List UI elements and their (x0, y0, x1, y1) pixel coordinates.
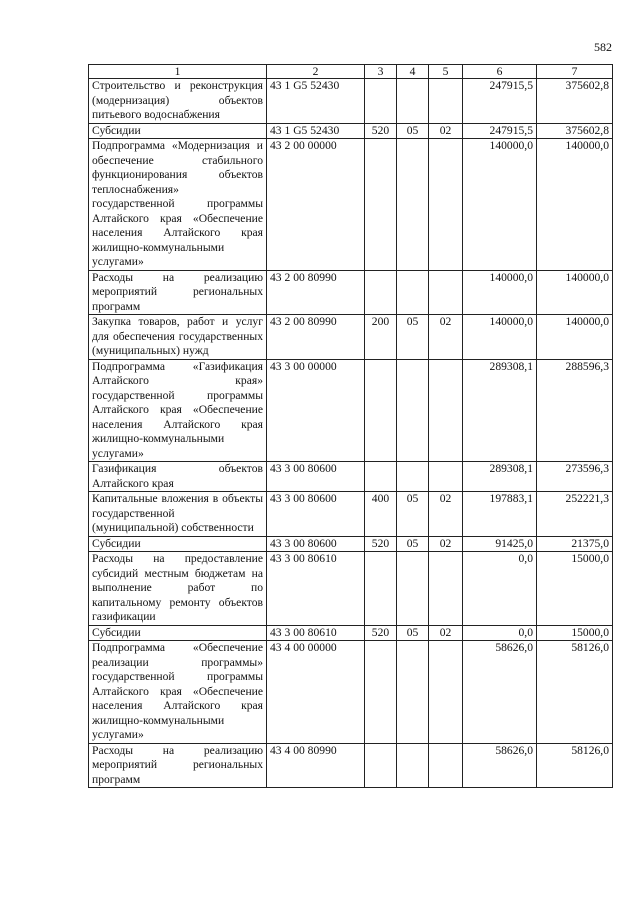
expense-type-code (365, 139, 397, 271)
amount-col7: 140000,0 (537, 270, 613, 315)
column-header-5: 5 (429, 65, 463, 79)
subsection-code (429, 641, 463, 744)
target-article-code: 43 3 00 80600 (267, 492, 365, 537)
column-header-1: 1 (89, 65, 267, 79)
section-code (397, 462, 429, 492)
amount-col7: 15000,0 (537, 625, 613, 641)
expense-type-code (365, 270, 397, 315)
amount-col6: 0,0 (463, 625, 537, 641)
section-code: 05 (397, 492, 429, 537)
amount-col7: 140000,0 (537, 139, 613, 271)
table-row (89, 79, 613, 124)
section-code (397, 139, 429, 271)
target-article-code: 43 1 G5 52430 (267, 79, 365, 124)
expense-type-code: 400 (365, 492, 397, 537)
amount-col6: 197883,1 (463, 492, 537, 537)
subsection-code (429, 743, 463, 788)
target-article-code: 43 1 G5 52430 (267, 123, 365, 139)
section-code (397, 743, 429, 788)
subsection-code (429, 552, 463, 626)
table-row (89, 462, 613, 492)
subsection-code (429, 139, 463, 271)
amount-col7: 140000,0 (537, 315, 613, 360)
table-row (89, 641, 613, 744)
expense-name: Субсидии (89, 536, 267, 552)
column-header-6: 6 (463, 65, 537, 79)
header-row (89, 65, 613, 79)
column-header-3: 3 (365, 65, 397, 79)
budget-table (88, 64, 613, 788)
expense-type-code (365, 552, 397, 626)
expense-type-code: 520 (365, 625, 397, 641)
amount-col6: 247915,5 (463, 123, 537, 139)
expense-type-code (365, 743, 397, 788)
expense-name: Закупка товаров, работ и услуг для обеспечения государственных (муниципальных) нужд (89, 315, 267, 360)
expense-name: Газификация объектов Алтайского края (89, 462, 267, 492)
table-row (89, 359, 613, 462)
section-code: 05 (397, 123, 429, 139)
subsection-code: 02 (429, 315, 463, 360)
target-article-code: 43 3 00 80600 (267, 536, 365, 552)
expense-name: Расходы на реализацию мероприятий региональных программ (89, 743, 267, 788)
amount-col7: 375602,8 (537, 79, 613, 124)
amount-col7: 21375,0 (537, 536, 613, 552)
expense-type-code (365, 79, 397, 124)
target-article-code: 43 3 00 80610 (267, 552, 365, 626)
expense-name: Расходы на реализацию мероприятий региональных программ (89, 270, 267, 315)
expense-type-code: 520 (365, 123, 397, 139)
section-code: 05 (397, 536, 429, 552)
table-row (89, 625, 613, 641)
expense-name: Строительство и реконструкция (модернизация) объектов питьевого водоснабжения (89, 79, 267, 124)
subsection-code: 02 (429, 536, 463, 552)
expense-type-code: 200 (365, 315, 397, 360)
column-header-4: 4 (397, 65, 429, 79)
table-row (89, 123, 613, 139)
amount-col6: 91425,0 (463, 536, 537, 552)
expense-name: Подпрограмма «Модернизация и обеспечение стабильного функционирования объектов теплоснабжения» государственной программы Алтайского края «Обеспечение населения Алтайского края жилищно-коммунальными услугами» (89, 139, 267, 271)
expense-name: Субсидии (89, 625, 267, 641)
expense-name: Подпрограмма «Обеспечение реализации программы» государственной программы Алтайского края «Обеспечение населения Алтайского края жилищно-коммунальными услугами» (89, 641, 267, 744)
expense-type-code (365, 641, 397, 744)
section-code (397, 641, 429, 744)
expense-type-code: 520 (365, 536, 397, 552)
expense-name: Подпрограмма «Газификация Алтайского края» государственной программы Алтайского края «Обеспечение населения Алтайского края жилищно-коммунальными услугами» (89, 359, 267, 462)
section-code (397, 79, 429, 124)
target-article-code: 43 4 00 00000 (267, 641, 365, 744)
subsection-code: 02 (429, 625, 463, 641)
section-code: 05 (397, 315, 429, 360)
section-code (397, 359, 429, 462)
expense-type-code (365, 359, 397, 462)
table-row (89, 270, 613, 315)
table-row (89, 315, 613, 360)
target-article-code: 43 2 00 00000 (267, 139, 365, 271)
amount-col7: 15000,0 (537, 552, 613, 626)
amount-col7: 273596,3 (537, 462, 613, 492)
table-row (89, 743, 613, 788)
table-row (89, 492, 613, 537)
amount-col6: 140000,0 (463, 270, 537, 315)
section-code (397, 552, 429, 626)
subsection-code (429, 462, 463, 492)
amount-col7: 58126,0 (537, 641, 613, 744)
expense-name: Капитальные вложения в объекты государственной (муниципальной) собственности (89, 492, 267, 537)
amount-col6: 140000,0 (463, 139, 537, 271)
amount-col7: 375602,8 (537, 123, 613, 139)
subsection-code (429, 79, 463, 124)
amount-col7: 58126,0 (537, 743, 613, 788)
section-code (397, 270, 429, 315)
amount-col6: 289308,1 (463, 359, 537, 462)
amount-col7: 252221,3 (537, 492, 613, 537)
subsection-code (429, 359, 463, 462)
target-article-code: 43 2 00 80990 (267, 315, 365, 360)
target-article-code: 43 4 00 80990 (267, 743, 365, 788)
target-article-code: 43 3 00 80610 (267, 625, 365, 641)
subsection-code: 02 (429, 492, 463, 537)
section-code: 05 (397, 625, 429, 641)
amount-col6: 58626,0 (463, 641, 537, 744)
subsection-code: 02 (429, 123, 463, 139)
table-row (89, 536, 613, 552)
target-article-code: 43 3 00 00000 (267, 359, 365, 462)
amount-col6: 247915,5 (463, 79, 537, 124)
page-number: 582 (594, 40, 612, 54)
target-article-code: 43 2 00 80990 (267, 270, 365, 315)
amount-col6: 289308,1 (463, 462, 537, 492)
expense-name: Расходы на предоставление субсидий местным бюджетам на выполнение работ по капитальному ремонту объектов газификации (89, 552, 267, 626)
expense-name: Субсидии (89, 123, 267, 139)
amount-col6: 140000,0 (463, 315, 537, 360)
amount-col6: 58626,0 (463, 743, 537, 788)
table-row (89, 552, 613, 626)
expense-type-code (365, 462, 397, 492)
column-header-2: 2 (267, 65, 365, 79)
table-row (89, 139, 613, 271)
amount-col7: 288596,3 (537, 359, 613, 462)
subsection-code (429, 270, 463, 315)
amount-col6: 0,0 (463, 552, 537, 626)
column-header-7: 7 (537, 65, 613, 79)
target-article-code: 43 3 00 80600 (267, 462, 365, 492)
